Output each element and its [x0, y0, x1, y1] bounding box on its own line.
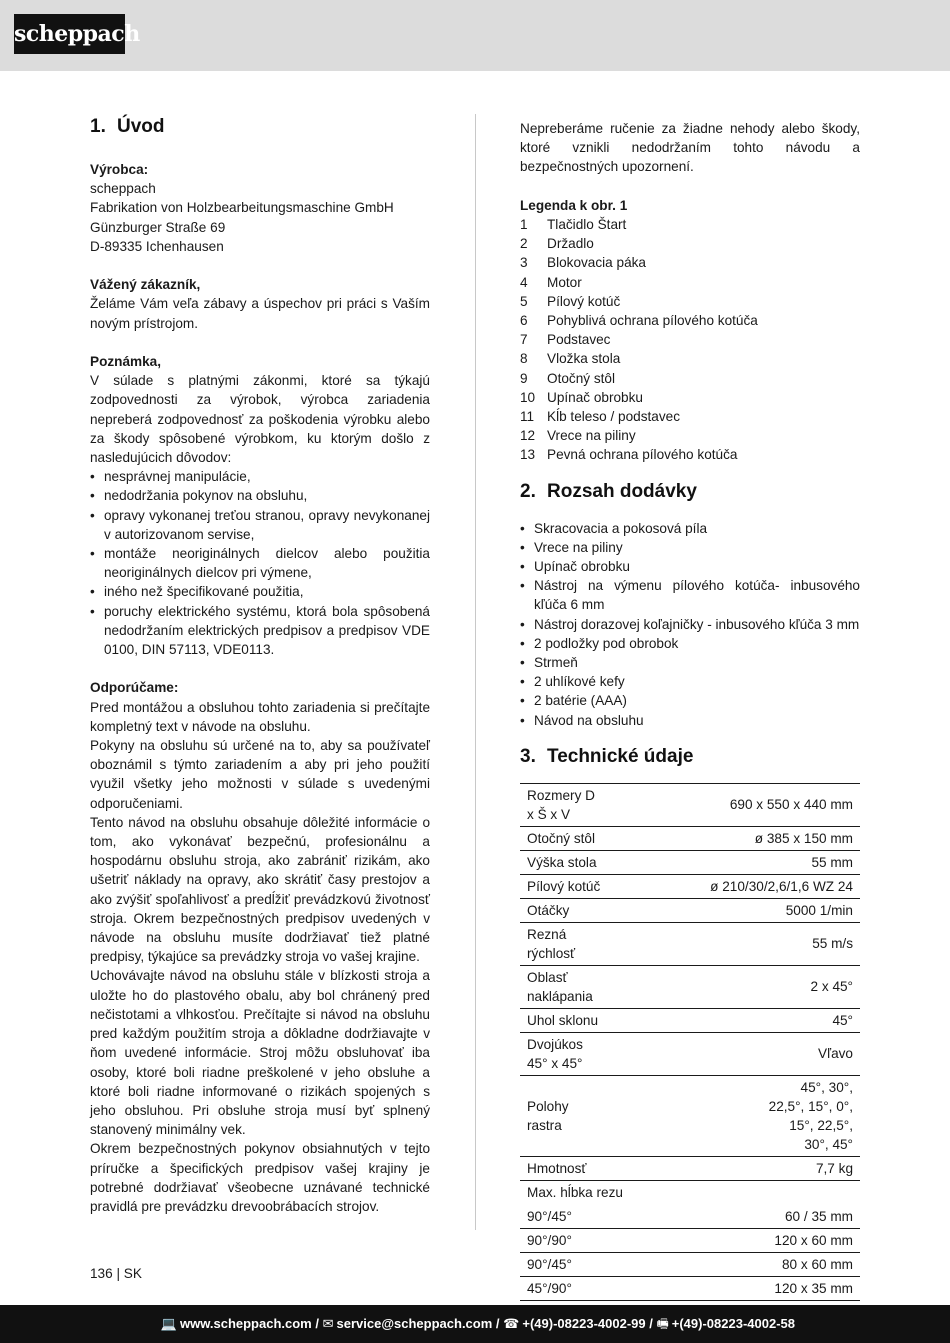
- liability-text: Nepreberáme ručenie za žiadne nehody alebo škody, ktoré vznikli nedodržaním tohto návodu a bezpečnostných upozornení.: [520, 121, 860, 175]
- list-item: • iného než špecifikované použitia,: [90, 582, 430, 601]
- legend-item: [520, 311, 860, 330]
- legend-number: 7: [520, 332, 528, 348]
- legend-item: [520, 426, 860, 445]
- legend-item: [520, 234, 860, 253]
- footer-email: service@scheppach.com: [336, 1316, 493, 1331]
- legend-label: Blokovacia páka: [547, 255, 646, 271]
- customer-heading: Vážený zákazník,: [90, 277, 201, 293]
- legend-item: [520, 445, 860, 464]
- table-row: [520, 1075, 860, 1156]
- legend-number: 1: [520, 217, 528, 232]
- table-cell-value: ø 210/30/2,6/1,6 WZ 24: [612, 874, 860, 898]
- list-item: • Skracovacia a pokosová píla: [520, 519, 860, 538]
- customer-text: Želáme Vám veľa zábavy a úspechov pri práci s Vaším novým prístrojom.: [90, 296, 430, 331]
- scheppach-logo: scheppach: [14, 14, 125, 54]
- footer-separator: /: [315, 1316, 319, 1331]
- table-row: [520, 1008, 860, 1032]
- table-cell-value: 45°, 30°, 22,5°, 15°, 0°, 15°, 22,5°, 30°, 45°: [612, 1075, 860, 1156]
- tech-data-table: [520, 783, 860, 1301]
- table-cell-value: 45°: [612, 1008, 860, 1032]
- table-cell-label: Otočný stôl: [520, 826, 612, 850]
- table-cell-label: Rezná rýchlosť: [520, 922, 612, 965]
- legend-item: [520, 292, 860, 311]
- table-cell-label: Hmotnosť: [520, 1156, 612, 1180]
- fax-icon: 🖷: [656, 1316, 669, 1331]
- list-item: • Vrece na piliny: [520, 538, 860, 557]
- footer-phone: +(49)-08223-4002-99: [522, 1316, 646, 1331]
- recommend-paragraph: Pokyny na obsluhu sú určené na to, aby sa používateľ oboznámil s týmto zariadením a aby pri jeho použití využil všetky jeho možnosti v súlade s uvedenými odporučeniami.: [90, 738, 430, 811]
- page-header: [0, 0, 950, 71]
- legend-label: Upínač obrobku: [547, 389, 643, 405]
- phone-icon: ☎: [503, 1316, 520, 1331]
- table-cell-label: Dvojúkos 45° x 45°: [520, 1032, 612, 1075]
- table-row: [520, 898, 860, 922]
- table-cell-value: Vľavo: [612, 1032, 860, 1075]
- section-3-number: 3.: [520, 745, 536, 767]
- table-row: [520, 1032, 860, 1075]
- legend-item: [520, 388, 860, 407]
- legend-item: [520, 349, 860, 368]
- table-cell-value: 120 x 35 mm: [612, 1276, 860, 1300]
- legend-number: 9: [520, 370, 528, 386]
- list-item: • nedodržania pokynov na obsluhu,: [90, 486, 430, 505]
- legend-item: [520, 369, 860, 388]
- manufacturer-line: Günzburger Straße 69: [90, 219, 226, 235]
- table-cell-value: 2 x 45°: [612, 965, 860, 1008]
- table-cell-label: Oblasť naklápania: [520, 965, 612, 1008]
- legend-label: Podstavec: [547, 332, 611, 348]
- legend-number: 6: [520, 313, 528, 329]
- table-cell-label: 90°/90°: [520, 1228, 612, 1252]
- legend-label: Motor: [547, 274, 582, 290]
- table-cell-value: 5000 1/min: [612, 898, 860, 922]
- table-cell-label: Otáčky: [520, 898, 612, 922]
- legend-number: 4: [520, 274, 528, 290]
- legend-label: Tlačidlo Štart: [547, 217, 627, 232]
- list-item: • 2 batérie (AAA): [520, 691, 860, 710]
- recommend-paragraph: Tento návod na obsluhu obsahuje dôležité informácie o tom, ako vykonávať bezpečnú, profesionálnu a hospodárnu obsluhu stroja, ako zabrániť rizikám, ako ušetriť náklady na opravy, ako skrátiť časy prestojov a ako zvýšiť spoľahlivosť a predĺžiť prevádzkovú životnosť stroja. Okrem bezpečnostných predpisov uvedených v návode na obsluhu musíte dodržiavať tiež platné predpisy, týkajúce sa prevádzky stroja vo vašej krajine.: [90, 814, 430, 965]
- page-number: 136 | SK: [90, 1266, 142, 1281]
- page-language: SK: [123, 1266, 142, 1281]
- note-bullet-list: [90, 467, 430, 659]
- legend-item: [520, 273, 860, 292]
- manufacturer-line: Fabrikation von Holzbearbeitungsmaschine GmbH: [90, 200, 394, 216]
- table-row: [520, 1180, 860, 1204]
- list-item: • 2 uhlíkové kefy: [520, 672, 860, 691]
- footer-web: www.scheppach.com: [180, 1316, 312, 1331]
- section-2-number: 2.: [520, 480, 536, 502]
- list-item: • Nástroj na výmenu pílového kotúča- inbusového kľúča 6 mm: [520, 576, 860, 614]
- table-cell-label: 90°/45°: [520, 1204, 612, 1228]
- list-item: • Nástroj dorazovej koľajničky - inbusového kľúča 3 mm: [520, 615, 860, 634]
- recommend-heading: Odporúčame:: [90, 680, 179, 696]
- list-item: • Strmeň: [520, 653, 860, 672]
- table-row: [520, 826, 860, 850]
- legend-label: Držadlo: [547, 236, 594, 252]
- legend-number: 8: [520, 351, 528, 367]
- mail-icon: ✉: [322, 1316, 334, 1331]
- section-2-heading: [520, 479, 860, 505]
- table-cell-label: 45°/90°: [520, 1276, 612, 1300]
- legend-label: Otočný stôl: [547, 370, 615, 386]
- recommend-paragraph: Okrem bezpečnostných pokynov obsiahnutých v tejto príručke a špecifických predpisov vašej krajiny je potrebné dodržiavať všeobecne uznávané technické pravidlá pre prevádzku drevoobrábacích strojov.: [90, 1141, 430, 1214]
- legend-label: Pohyblivá ochrana pílového kotúča: [547, 313, 758, 329]
- table-row: [520, 850, 860, 874]
- legend-label: Kĺb teleso / podstavec: [547, 409, 680, 425]
- legend-list: [520, 215, 860, 465]
- table-cell-label: Polohy rastra: [520, 1075, 612, 1156]
- table-cell-label: 90°/45°: [520, 1252, 612, 1276]
- computer-icon: 💻: [160, 1316, 178, 1331]
- table-cell-value: 80 x 60 mm: [612, 1252, 860, 1276]
- left-column: [90, 114, 430, 1216]
- legend-number: 10: [520, 389, 536, 405]
- table-row: [520, 1228, 860, 1252]
- table-cell-value: 7,7 kg: [612, 1156, 860, 1180]
- recommend-paragraph: Uchovávajte návod na obsluhu stále v blízkosti stroja a uložte ho do plastového obalu, aby bol chránený pred nečistotami a vlhkosťou. Prečítajte si návod na obsluhu pred každým použitím stroja a dôkladne dodržiavajte v ňom uvedené informácie. Stroj môžu obsluhovať iba osoby, ktoré boli riadne preškolené v jeho obsluhe a ktoré boli riadne informované o rizikách spojených s jeho obsluhou. Pri obsluhe stroja musí byť splnený stanovený minimálny vek.: [90, 968, 430, 1138]
- recommend-paragraph: Pred montážou a obsluhou tohto zariadenia si prečítajte kompletný text v návode na obsluhu.: [90, 699, 430, 734]
- section-3-heading: [520, 744, 860, 770]
- list-item: • poruchy elektrického systému, ktorá bola spôsobená nedodržaním elektrických predpisov a predpisov VDE 0100, DIN 57113, VDE0113.: [90, 602, 430, 660]
- manufacturer-line: scheppach: [90, 181, 156, 197]
- table-cell-value: 55 mm: [612, 850, 860, 874]
- legend-number: 13: [520, 447, 536, 463]
- delivery-list: [520, 519, 860, 730]
- legend-label: Pevná ochrana pílového kotúča: [547, 447, 738, 463]
- right-column: [520, 119, 860, 1301]
- table-cell-label: Uhol sklonu: [520, 1008, 612, 1032]
- page-footer: [0, 1305, 950, 1343]
- table-row: [520, 965, 860, 1008]
- table-row: [520, 1204, 860, 1228]
- table-cell-value: 60 / 35 mm: [612, 1204, 860, 1228]
- footer-separator: /: [649, 1316, 653, 1331]
- legend-item: [520, 407, 860, 426]
- table-cell-value: 120 x 60 mm: [612, 1228, 860, 1252]
- list-item: • opravy vykonanej treťou stranou, opravy nevykonanej v autorizovanom servise,: [90, 506, 430, 544]
- manufacturer-heading: Výrobca:: [90, 162, 149, 177]
- table-row: [520, 1276, 860, 1300]
- table-row: [520, 1156, 860, 1180]
- table-cell-label: Pílový kotúč: [520, 874, 612, 898]
- footer-fax: +(49)-08223-4002-58: [671, 1316, 795, 1331]
- legend-number: 5: [520, 293, 528, 309]
- list-item: • Návod na obsluhu: [520, 711, 860, 730]
- table-cell-value: 690 x 550 x 440 mm: [612, 783, 860, 826]
- manufacturer-line: D-89335 Ichenhausen: [90, 238, 224, 254]
- legend-label: Vrece na piliny: [547, 428, 636, 444]
- section-1-title: Úvod: [117, 116, 165, 137]
- legend-label: Pílový kotúč: [547, 293, 621, 309]
- table-cell-value: 55 m/s: [612, 922, 860, 965]
- table-row: [520, 783, 860, 826]
- note-heading: Poznámka,: [90, 354, 162, 369]
- table-row: [520, 922, 860, 965]
- table-row: [520, 874, 860, 898]
- table-cell-label: Max. hĺbka rezu: [527, 1185, 623, 1201]
- legend-number: 3: [520, 255, 528, 271]
- table-cell-value: ø 385 x 150 mm: [612, 826, 860, 850]
- table-cell-label: Rozmery D x Š x V: [520, 783, 612, 826]
- section-1-number: 1.: [90, 116, 106, 137]
- section-3-title: Technické údaje: [547, 745, 694, 767]
- list-item: • 2 podložky pod obrobok: [520, 634, 860, 653]
- legend-number: 11: [520, 409, 535, 425]
- list-item: • Upínač obrobku: [520, 557, 860, 576]
- legend-item: [520, 330, 860, 349]
- section-1-heading: [90, 114, 430, 140]
- table-row: [520, 1252, 860, 1276]
- column-divider: [475, 114, 476, 1230]
- footer-separator: /: [495, 1316, 500, 1331]
- legend-item: [520, 253, 860, 272]
- legend-label: Vložka stola: [547, 351, 621, 367]
- list-item: • nesprávnej manipulácie,: [90, 467, 430, 486]
- section-2-title: Rozsah dodávky: [547, 480, 697, 502]
- legend-item: [520, 215, 860, 234]
- list-item: • montáže neoriginálnych dielcov alebo použitia neoriginálnych dielcov pri výmene,: [90, 544, 430, 582]
- table-cell-label: Výška stola: [520, 850, 612, 874]
- page-number-value: 136: [90, 1266, 113, 1281]
- legend-number: 12: [520, 428, 536, 444]
- note-text: V súlade s platnými zákonmi, ktoré sa týkajú zodpovednosti za výrobok, výrobca zariadenia nepreberá zodpovednosť za poškodenia výrobku alebo za škody spôsobené výrobkom, ku ktorým došlo z nasledujúcich dôvodov:: [90, 373, 430, 466]
- legend-heading: Legenda k obr. 1: [520, 197, 628, 213]
- legend-number: 2: [520, 236, 528, 252]
